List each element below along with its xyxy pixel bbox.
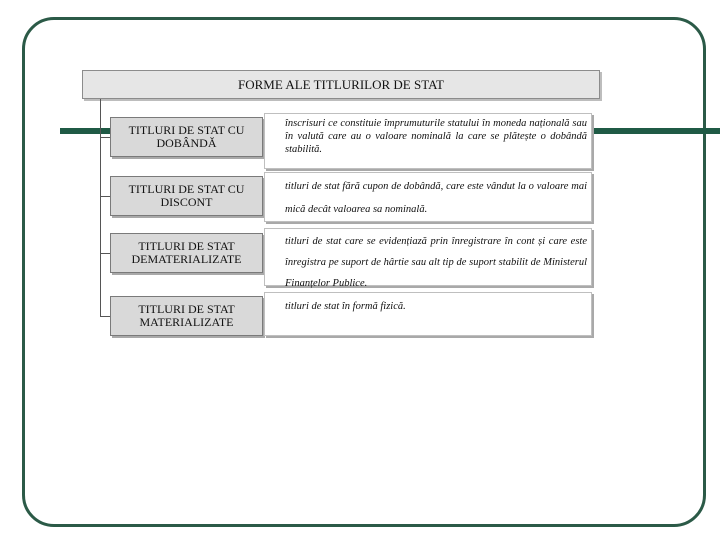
tree-connector-branch xyxy=(100,137,110,138)
description-box-discont: titluri de stat fără cupon de dobândă, care este vândut la o valoare mai mică decât valoarea sa nominală. xyxy=(264,172,592,222)
description-box-materializate: titluri de stat în formă fizică. xyxy=(264,292,592,336)
diagram-title: FORME ALE TITLURILOR DE STAT xyxy=(82,70,600,99)
tree-connector-branch xyxy=(100,253,110,254)
category-box-dobanda: TITLURI DE STAT CU DOBÂNDĂ xyxy=(110,117,263,157)
tree-connector-branch xyxy=(100,196,110,197)
tree-connector-vertical xyxy=(100,99,101,317)
tree-connector-branch xyxy=(100,316,110,317)
category-box-dematerializate: TITLURI DE STAT DEMATERIALIZATE xyxy=(110,233,263,273)
category-box-discont: TITLURI DE STAT CU DISCONT xyxy=(110,176,263,216)
description-box-dematerializate: titluri de stat care se evidențiază prin înregistrare în cont și care este înregistra pe suport de hârtie sau alt tip de suport stabilit de Ministerul Finanțelor Publice. xyxy=(264,228,592,286)
category-box-materializate: TITLURI DE STAT MATERIALIZATE xyxy=(110,296,263,336)
description-box-dobanda: înscrisuri ce constituie împrumuturile statului în moneda națională sau în valută care au o valoare nominală la care se plătește o dobândă stabilită. xyxy=(264,113,592,169)
